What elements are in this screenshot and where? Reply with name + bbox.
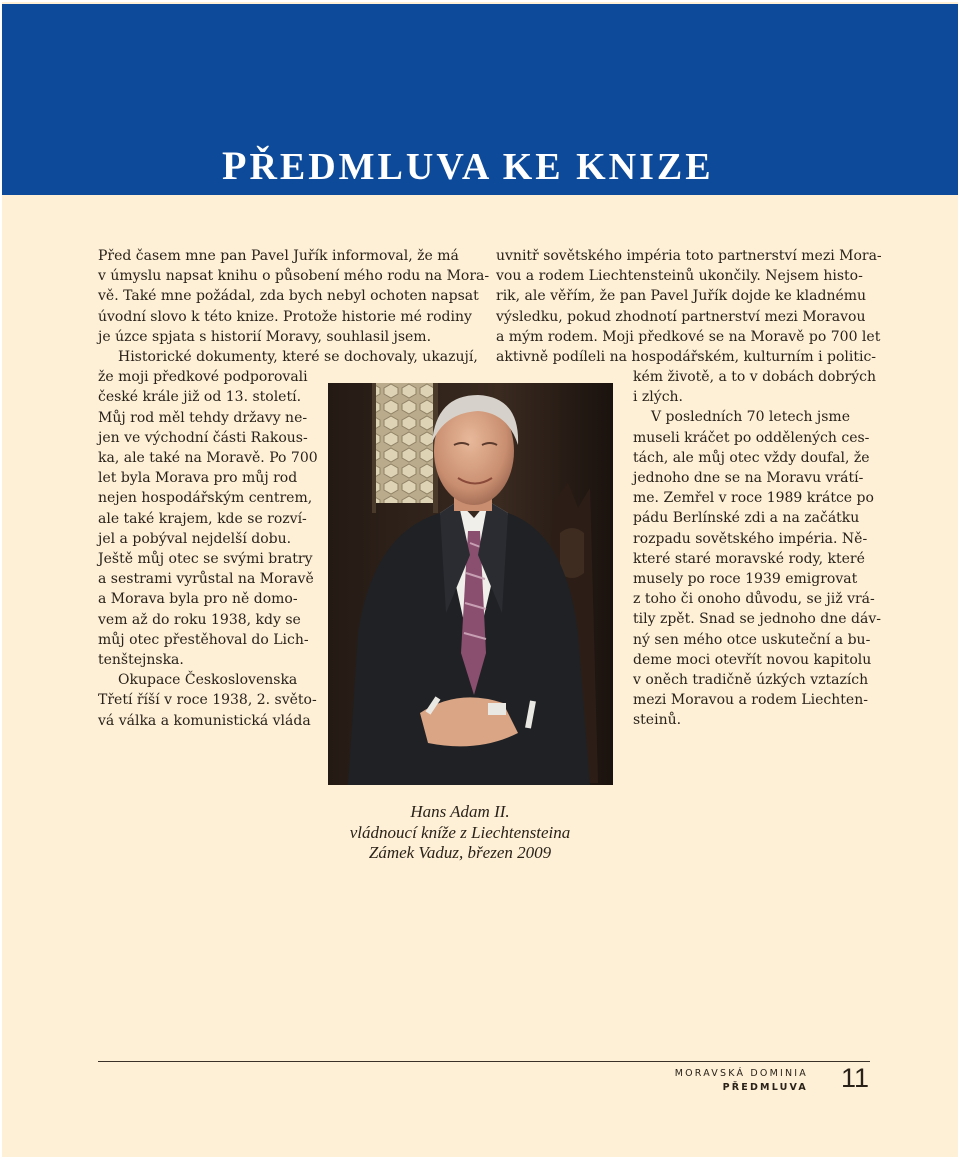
right-text-column bbox=[633, 367, 881, 731]
text-line: výsledku, pokud zhodnotí partnerství mezi Moravou bbox=[496, 308, 866, 325]
text-line: steinů. bbox=[633, 712, 682, 729]
page-title bbox=[222, 138, 714, 195]
text-line: je úzce spjata s historií Moravy, souhlasil jsem. bbox=[98, 328, 432, 345]
text-line: jel a pobýval nejdelší dobu. bbox=[98, 530, 292, 547]
text-line: ka, ale také na Moravě. Po 700 bbox=[98, 450, 318, 467]
text-line: jednoho dne se na Moravu vrátí- bbox=[633, 470, 864, 487]
text-line: vě. Také mne požádal, zda bych nebyl ochoten napsat bbox=[98, 288, 479, 305]
caption-line: Hans Adam II. bbox=[410, 802, 510, 821]
text-line: a Morava byla pro ně domo- bbox=[98, 591, 298, 608]
text-line: můj otec přestěhoval do Lich- bbox=[98, 631, 309, 648]
text-line: me. Zemřel v roce 1989 krátce po bbox=[633, 490, 874, 507]
text-line: Ještě můj otec se svými bratry bbox=[98, 551, 313, 568]
text-line: i zlých. bbox=[633, 389, 683, 406]
text-line: rik, ale věřím, že pan Pavel Juřík dojde ke kladnému bbox=[496, 288, 867, 305]
text-line: že moji předkové podporovali bbox=[98, 369, 308, 386]
text-line: mezi Moravou a rodem Liechten- bbox=[633, 692, 868, 709]
text-line: kém životě, a to v dobách dobrých bbox=[633, 369, 876, 385]
title-rest: ŘEDMLUVA KE KNIZE bbox=[249, 146, 714, 188]
caption-line: Zámek Vaduz, březen 2009 bbox=[368, 843, 552, 862]
right-text-column-top bbox=[496, 246, 882, 367]
footer-book-title: MORAVSKÁ DOMINIA bbox=[674, 1068, 808, 1079]
text-line: které staré moravské rody, které bbox=[633, 550, 865, 567]
text-line: ný sen mého otce uskuteční a bu- bbox=[633, 631, 871, 648]
text-line: Třetí říší v roce 1938, 2. světo- bbox=[98, 692, 317, 709]
text-line: Můj rod měl tehdy državy ne- bbox=[98, 409, 308, 426]
text-line: jen ve východní části Rakous- bbox=[98, 429, 308, 446]
text-line: V posledních 70 letech jsme bbox=[651, 409, 850, 426]
text-line: v oněch tradičně úzkých vztazích bbox=[633, 672, 869, 689]
portrait-photo bbox=[328, 383, 613, 785]
text-line: nejen hospodářským centrem, bbox=[98, 490, 313, 507]
text-line: v úmyslu napsat knihu o působení mého rodu na Mora- bbox=[98, 268, 490, 285]
photo-caption bbox=[300, 802, 620, 864]
text-line: Před časem mne pan Pavel Juřík informoval, že má bbox=[98, 248, 459, 264]
text-line: let byla Morava pro můj rod bbox=[98, 470, 298, 487]
footer-chapter-title: PŘEDMLUVA bbox=[722, 1082, 808, 1093]
text-line: museli kráčet po oddělených ces- bbox=[633, 429, 870, 446]
footer-divider bbox=[98, 1061, 870, 1062]
title-initial: P bbox=[222, 143, 250, 188]
text-line: úvodní slovo k této knize. Protože historie mé rodiny bbox=[98, 308, 472, 325]
text-line: vem až do roku 1938, kdy se bbox=[98, 611, 301, 628]
text-line: pádu Berlínské zdi a na začátku bbox=[633, 510, 860, 527]
text-line: rozpadu sovětského impéria. Ně- bbox=[633, 530, 868, 547]
text-line: vá válka a komunistická vláda bbox=[98, 712, 311, 729]
portrait-illustration bbox=[328, 383, 613, 785]
text-line: uvnitř sovětského impéria toto partnerství mezi Mora- bbox=[496, 248, 882, 264]
text-line: tách, ale můj otec vždy doufal, že bbox=[633, 449, 870, 466]
text-line: Historické dokumenty, které se dochovaly, ukazují, bbox=[118, 349, 478, 366]
text-line: musely po roce 1939 emigrovat bbox=[633, 571, 858, 588]
text-line: tenštejnska. bbox=[98, 652, 184, 669]
page-number: 11 bbox=[841, 1063, 870, 1093]
caption-line: vládnoucí kníže z Liechtensteina bbox=[349, 822, 571, 842]
text-line: vou a rodem Liechtensteinů ukončily. Nejsem histo- bbox=[496, 268, 863, 285]
text-line: tily zpět. Snad se jednoho dne dáv- bbox=[633, 611, 881, 628]
text-line: z toho či onoho důvodu, se již vrá- bbox=[633, 591, 875, 608]
text-line: a mým rodem. Moji předkové se na Moravě po 700 let bbox=[496, 328, 881, 345]
text-line: aktivně podíleli na hospodářském, kulturním i politic- bbox=[496, 349, 877, 366]
text-line: a sestrami vyrůstal na Moravě bbox=[98, 571, 314, 588]
text-line: české krále již od 13. století. bbox=[98, 389, 302, 406]
text-line: ale také krajem, kde se rozví- bbox=[98, 510, 307, 527]
text-line: deme moci otevřít novou kapitolu bbox=[633, 651, 872, 668]
text-line: Okupace Československa bbox=[118, 672, 298, 689]
